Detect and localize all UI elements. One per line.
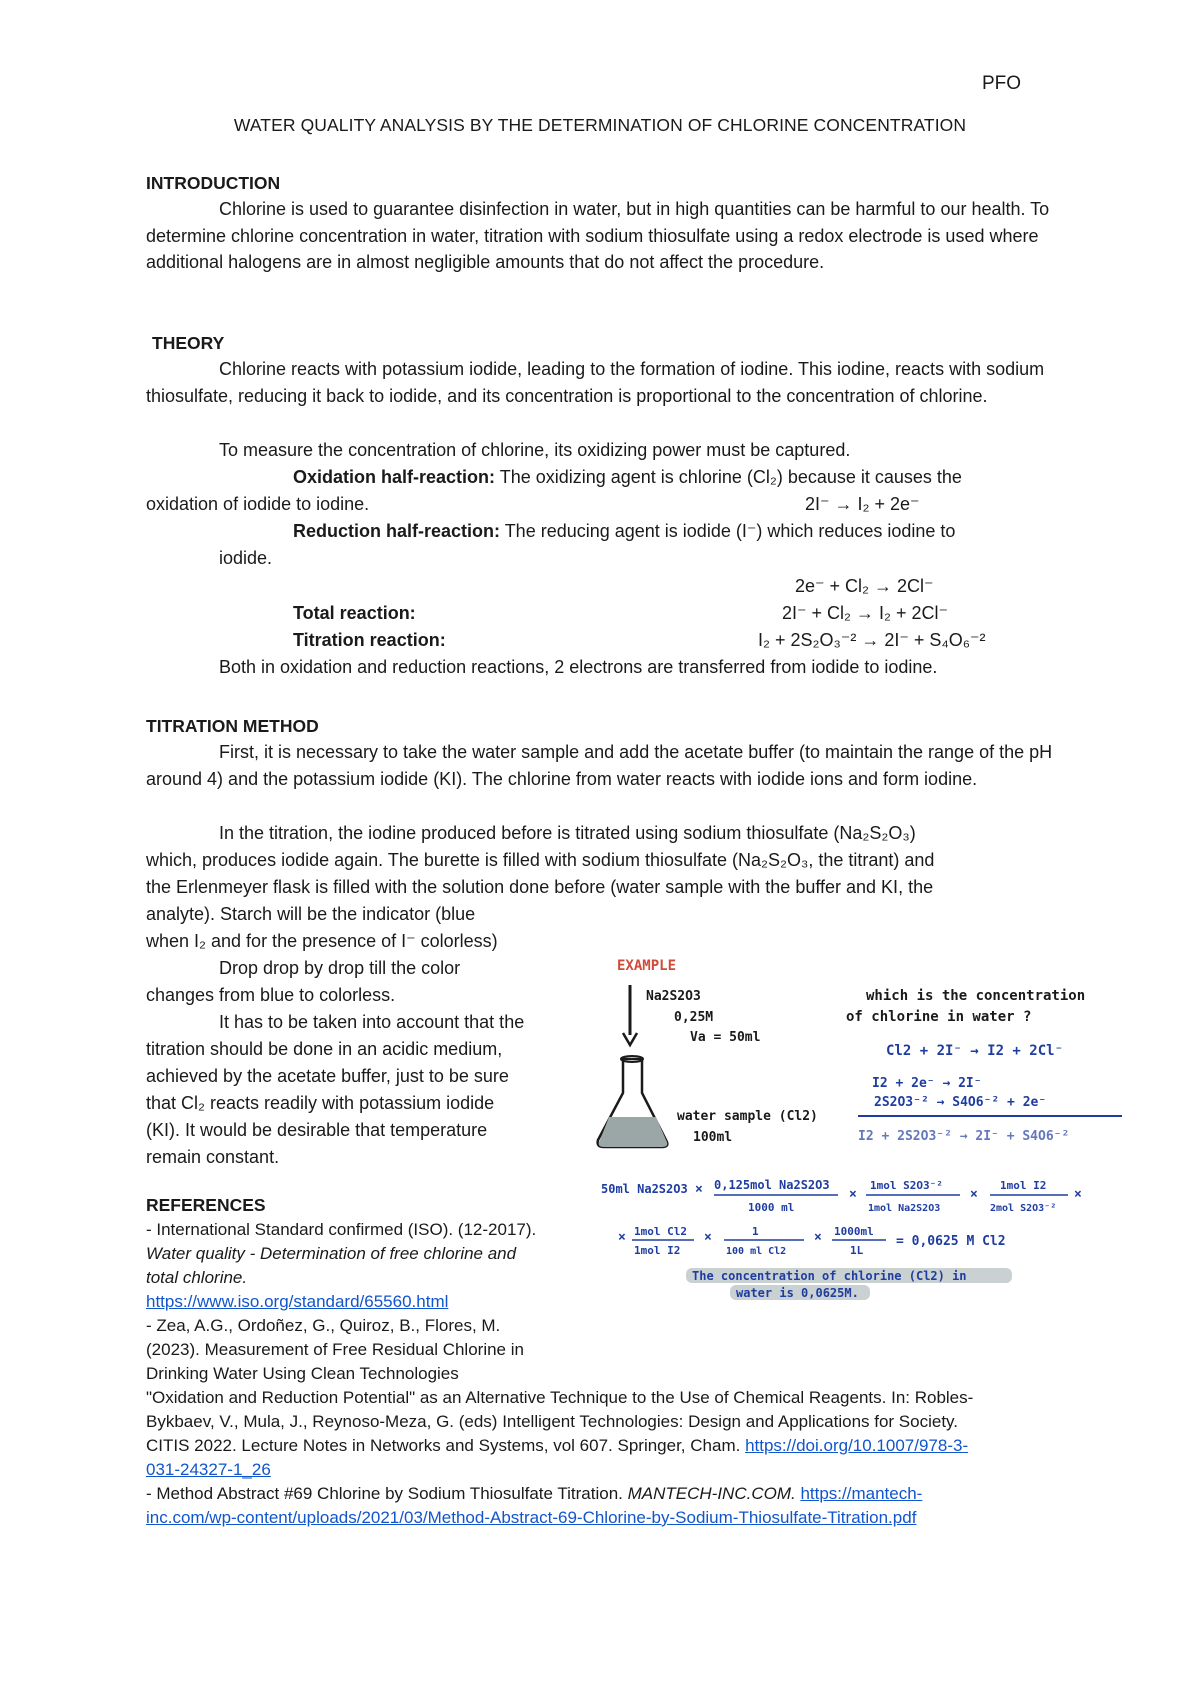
reference-2-link-continued[interactable]: 031-24327-1_26: [146, 1460, 271, 1479]
reference-2f: CITIS 2022. Lecture Notes in Networks and Systems, vol 607. Springer, Cham. https://doi.org/10.1007/978-3-: [146, 1436, 969, 1455]
svg-text:= 0,0625 M Cl2: = 0,0625 M Cl2: [896, 1234, 1006, 1249]
reference-2c: Drinking Water Using Clean Technologies: [146, 1364, 459, 1383]
svg-text:1000ml: 1000ml: [834, 1225, 874, 1238]
svg-text:0,25M: 0,25M: [674, 1010, 714, 1025]
svg-text:Va = 50ml: Va = 50ml: [690, 1030, 761, 1045]
titration-reaction-equation: I₂ + 2S₂O₃⁻² → 2I⁻ + S₄O₆⁻²: [758, 630, 986, 650]
titration-paragraph-4b: titration should be done in an acidic medium,: [146, 1039, 503, 1059]
svg-text:×: ×: [970, 1187, 978, 1202]
titration-paragraph-3b: changes from blue to colorless.: [146, 985, 396, 1005]
svg-text:Na2S2O3: Na2S2O3: [646, 989, 701, 1004]
oxidation-equation: 2I⁻ → I₂ + 2e⁻: [805, 494, 920, 514]
svg-text:1mol I2: 1mol I2: [634, 1244, 681, 1257]
reference-1: - International Standard confirmed (ISO). (12-2017).: [146, 1220, 537, 1239]
svg-text:100ml: 100ml: [693, 1130, 733, 1145]
titration-paragraph-2a: In the titration, the iodine produced before is titrated using sodium thiosulfate (Na₂S₂O₃): [219, 823, 916, 843]
svg-text:I2 + 2S2O3⁻² → 2I⁻ + S4O6⁻²: I2 + 2S2O3⁻² → 2I⁻ + S4O6⁻²: [858, 1129, 1070, 1144]
theory-paragraph-1: Chlorine reacts with potassium iodide, leading to the formation of iodine. This iodine, reacts with sodium thiosulfate, reducing it back to iodide, and its concentration is proportional to the concentration of chlorine.: [146, 359, 1045, 406]
theory-paragraph-2: To measure the concentration of chlorine, its oxidizing power must be captured.: [219, 440, 851, 460]
oxidation-text-continued: oxidation of iodide to iodine.: [146, 494, 370, 514]
theory-heading: THEORY: [152, 333, 225, 353]
total-reaction-label: Total reaction:: [293, 603, 416, 623]
reference-1-title-b: total chlorine.: [146, 1268, 248, 1287]
titration-paragraph-4f: remain constant.: [146, 1147, 280, 1167]
reference-2e: Bykbaev, V., Mula, J., Reynoso-Meza, G. (eds) Intelligent Technologies: Design and Applications for Society.: [146, 1412, 959, 1431]
titration-paragraph-4a: It has to be taken into account that the: [219, 1012, 525, 1032]
reference-1-link[interactable]: https://www.iso.org/standard/65560.html: [146, 1292, 449, 1311]
reduction-line: [293, 519, 955, 543]
svg-text:×: ×: [1074, 1187, 1082, 1202]
titration-paragraph-1: First, it is necessary to take the water sample and add the acetate buffer (to maintain the range of the pH around 4) and the potassium iodide (KI). The chlorine from water reacts with iodide ions and form iodine.: [146, 742, 1053, 789]
svg-text:Cl2 + 2I⁻ → I2 + 2Cl⁻: Cl2 + 2I⁻ → I2 + 2Cl⁻: [886, 1043, 1064, 1059]
svg-text:×: ×: [695, 1182, 703, 1197]
svg-text:of chlorine in water ?: of chlorine in water ?: [846, 1009, 1032, 1025]
reference-2d: "Oxidation and Reduction Potential" as an Alternative Technique to the Use of Chemical Reagents. In: Robles-: [146, 1388, 974, 1407]
references-heading: REFERENCES: [146, 1195, 266, 1215]
titration-method-heading: TITRATION METHOD: [146, 716, 319, 736]
oxidation-text: The oxidizing agent is chlorine (Cl₂) because it causes the: [495, 467, 962, 487]
titration-paragraph-2b: which, produces iodide again. The burette is filled with sodium thiosulfate (Na₂S₂O₃, the titrant) and: [146, 850, 935, 870]
example-label: EXAMPLE: [617, 958, 677, 974]
reduction-equation: 2e⁻ + Cl₂ → 2Cl⁻: [795, 576, 934, 596]
svg-text:0,125mol Na2S2O3: 0,125mol Na2S2O3: [714, 1178, 830, 1192]
reference-2a: - Zea, A.G., Ordoñez, G., Quiroz, B., Flores, M.: [146, 1316, 501, 1335]
svg-text:1000 ml: 1000 ml: [748, 1201, 795, 1214]
svg-text:1L: 1L: [850, 1244, 864, 1257]
svg-text:×: ×: [618, 1230, 626, 1245]
svg-text:×: ×: [849, 1187, 857, 1202]
svg-text:×: ×: [704, 1230, 712, 1245]
titration-paragraph-2e: when I₂ and for the presence of I⁻ colorless): [146, 931, 498, 951]
reduction-text-continued: iodide.: [219, 548, 273, 568]
reduction-text: The reducing agent is iodide (I⁻) which reduces iodine to: [500, 521, 956, 541]
oxidation-line: [293, 465, 962, 489]
reference-3-link[interactable]: https://mantech-: [800, 1484, 923, 1503]
svg-text:which is the concentration: which is the concentration: [866, 988, 1086, 1004]
reference-2-link[interactable]: https://doi.org/10.1007/978-3-: [745, 1436, 969, 1455]
reference-3-site: MANTECH-INC.COM.: [627, 1484, 796, 1503]
introduction-heading: INTRODUCTION: [146, 173, 281, 193]
svg-text:The concentration of chlorine: The concentration of chlorine (Cl2) in: [692, 1269, 967, 1283]
svg-text:50ml Na2S2O3: 50ml Na2S2O3: [601, 1182, 688, 1196]
svg-text:2mol S2O3⁻²: 2mol S2O3⁻²: [990, 1203, 1057, 1214]
svg-text:1mol Cl2: 1mol Cl2: [634, 1225, 687, 1238]
titration-paragraph-4e: (KI). It would be desirable that temperature: [146, 1120, 488, 1140]
titration-paragraph-4c: achieved by the acetate buffer, just to be sure: [146, 1066, 509, 1086]
svg-text:1mol Na2S2O3: 1mol Na2S2O3: [868, 1203, 941, 1214]
document-title: WATER QUALITY ANALYSIS BY THE DETERMINATION OF CHLORINE CONCENTRATION: [233, 115, 967, 135]
reduction-label: Reduction half-reaction:: [293, 521, 501, 541]
svg-text:1mol S2O3⁻²: 1mol S2O3⁻²: [870, 1179, 943, 1192]
titration-paragraph-4d: that Cl₂ reacts readily with potassium iodide: [146, 1093, 495, 1113]
handwritten-example: [590, 955, 1130, 1300]
svg-text:1: 1: [752, 1225, 759, 1238]
svg-text:water is 0,0625M.: water is 0,0625M.: [736, 1286, 859, 1300]
reference-3: - Method Abstract #69 Chlorine by Sodium Thiosulfate Titration. MANTECH-INC.COM. https://mantech-: [146, 1484, 923, 1503]
introduction-text: Chlorine is used to guarantee disinfection in water, but in high quantities can be harmful to our health. To determine chlorine concentration in water, titration with sodium thiosulfate using a redox electrode is used where additional halogens are in almost negligible amounts that do not affect the procedure.: [146, 199, 1050, 273]
reference-3-link-continued[interactable]: inc.com/wp-content/uploads/2021/03/Method-Abstract-69-Chlorine-by-Sodium-Thiosulfate-Titration.pdf: [146, 1508, 917, 1527]
total-reaction-equation: 2I⁻ + Cl₂ → I₂ + 2Cl⁻: [782, 603, 949, 623]
svg-text:×: ×: [814, 1230, 822, 1245]
titration-paragraph-2d: analyte). Starch will be the indicator (blue: [146, 904, 476, 924]
reference-2b: (2023). Measurement of Free Residual Chlorine in: [146, 1340, 524, 1359]
titration-reaction-label: Titration reaction:: [293, 630, 446, 650]
svg-text:2S2O3⁻² → S4O6⁻² + 2e⁻: 2S2O3⁻² → S4O6⁻² + 2e⁻: [874, 1095, 1047, 1110]
svg-text:1mol I2: 1mol I2: [1000, 1179, 1047, 1192]
erlenmeyer-flask-icon: [598, 1056, 668, 1147]
svg-text:100 ml Cl2: 100 ml Cl2: [726, 1246, 787, 1257]
titration-paragraph-3a: Drop drop by drop till the color: [219, 958, 461, 978]
oxidation-label: Oxidation half-reaction:: [293, 467, 496, 487]
theory-paragraph-3: Both in oxidation and reduction reactions, 2 electrons are transferred from iodide to iodine.: [219, 657, 938, 677]
titration-paragraph-2c: the Erlenmeyer flask is filled with the solution done before (water sample with the buffer and KI, the: [146, 877, 934, 897]
reference-1-title-a: Water quality - Determination of free chlorine and: [146, 1244, 517, 1263]
svg-text:I2 + 2e⁻ → 2I⁻: I2 + 2e⁻ → 2I⁻: [872, 1076, 982, 1091]
author-initials: PFO: [982, 73, 1022, 94]
svg-text:water sample (Cl2): water sample (Cl2): [677, 1109, 818, 1124]
